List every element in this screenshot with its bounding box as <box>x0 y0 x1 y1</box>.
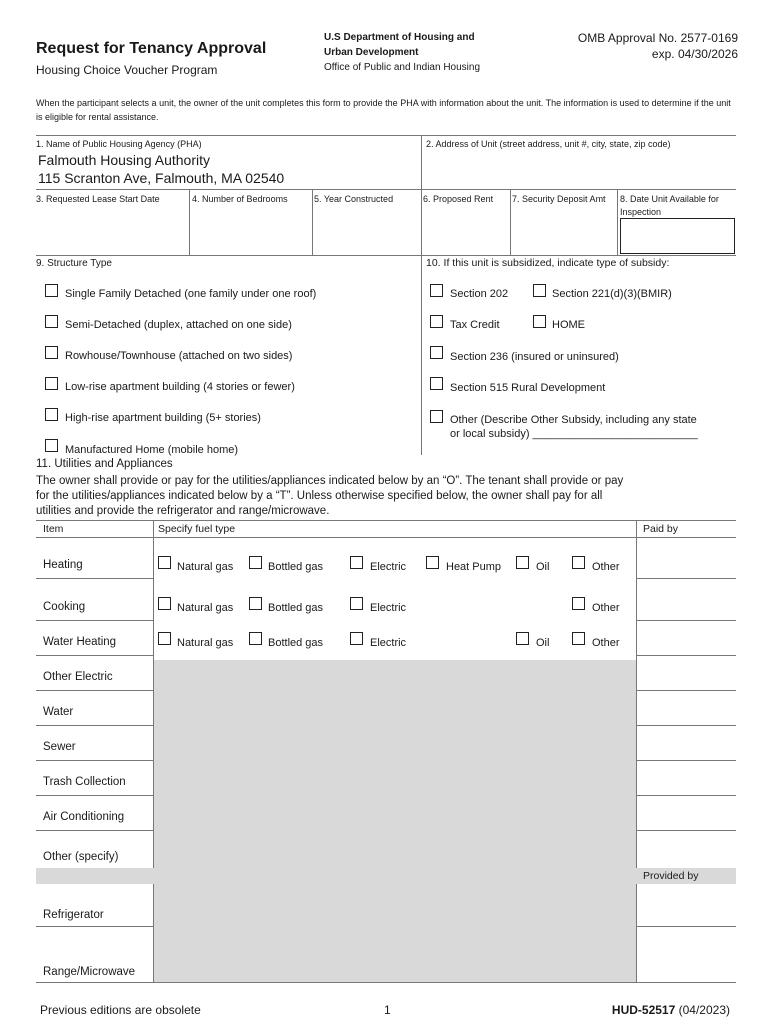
row-label-trash: Trash Collection <box>43 776 126 788</box>
divider <box>36 982 736 983</box>
structure-option: High-rise apartment building (5+ stories) <box>65 412 261 424</box>
field-label: Address of Unit (street address, unit #, city, state, zip code) <box>435 139 671 149</box>
field-number: 9. <box>36 258 45 269</box>
field-label: Date Unit Available for Inspection <box>620 194 719 217</box>
structure-checkbox-high-rise[interactable] <box>45 408 58 421</box>
proposed-rent-label <box>423 193 509 206</box>
fuel-label: Electric <box>370 602 407 614</box>
subsidy-checkbox-tax-credit[interactable] <box>430 315 443 328</box>
row-label-sewer: Sewer <box>43 741 76 753</box>
pha-address-value[interactable]: 115 Scranton Ave, Falmouth, MA 02540 <box>38 170 285 186</box>
omb-number: OMB Approval No. 2577-0169 <box>577 31 738 45</box>
column-header-paid-by: Paid by <box>643 523 679 535</box>
security-deposit-input[interactable] <box>512 222 616 252</box>
fuel-label: Oil <box>536 561 550 573</box>
fuel-label: Bottled gas <box>268 637 324 649</box>
fuel-label: Electric <box>370 561 407 573</box>
water-heating-natural-gas-checkbox[interactable] <box>158 632 171 645</box>
field-number: 10. <box>426 257 441 269</box>
structure-type-label <box>36 257 112 270</box>
heating-oil-checkbox[interactable] <box>516 556 529 569</box>
form-title: Request for Tenancy Approval <box>36 40 267 57</box>
water-heating-bottled-gas-checkbox[interactable] <box>249 632 262 645</box>
structure-option: Manufactured Home (mobile home) <box>65 444 239 456</box>
divider <box>421 135 422 255</box>
fuel-label: Other <box>592 602 620 614</box>
structure-checkbox-manufactured[interactable] <box>45 439 58 452</box>
shaded-area <box>154 884 636 982</box>
divider <box>637 578 736 579</box>
structure-checkbox-low-rise[interactable] <box>45 377 58 390</box>
field-number: 3. <box>36 194 44 204</box>
subsidy-checkbox-section-236[interactable] <box>430 346 443 359</box>
field-label: Security Deposit Amt <box>522 194 606 204</box>
divider <box>36 725 153 726</box>
fuel-label: Other <box>592 561 620 573</box>
subsidy-option: Section 221(d)(3)(BMIR) <box>552 288 672 300</box>
utilities-description: The owner shall provide or pay for the utilities/appliances indicated below by an “O”. The tenant shall provide or pay <box>36 475 624 487</box>
water-heating-electric-checkbox[interactable] <box>350 632 363 645</box>
form-code <box>612 1003 730 1017</box>
form-code-date: (04/2023) <box>678 1003 730 1017</box>
subsidy-checkbox-section-221[interactable] <box>533 284 546 297</box>
date-available-input[interactable] <box>620 218 735 254</box>
water-heating-other-checkbox[interactable] <box>572 632 585 645</box>
utilities-description: for the utilities/appliances indicated below by a “T”. Unless otherwise specified below, the owner shall pay for all <box>36 490 603 502</box>
divider <box>637 620 736 621</box>
field-label: Proposed Rent <box>433 194 494 204</box>
field-number: 8. <box>620 194 628 204</box>
fuel-label: Natural gas <box>177 637 234 649</box>
divider <box>36 135 736 136</box>
divider <box>36 830 153 831</box>
subsidy-option: HOME <box>552 319 585 331</box>
field-number: 7. <box>512 194 520 204</box>
agency-block <box>324 30 480 75</box>
lease-start-input[interactable] <box>38 222 186 252</box>
shaded-area <box>154 660 636 868</box>
divider <box>189 189 190 255</box>
field-number: 4. <box>192 194 200 204</box>
field-number: 1. <box>36 139 44 149</box>
heating-other-checkbox[interactable] <box>572 556 585 569</box>
row-label-water: Water <box>43 706 74 718</box>
field-label: Requested Lease Start Date <box>46 194 160 204</box>
structure-checkbox-single-family[interactable] <box>45 284 58 297</box>
pha-name-value[interactable]: Falmouth Housing Authority <box>38 152 210 168</box>
divider <box>636 520 637 982</box>
row-label-refrigerator: Refrigerator <box>43 909 104 921</box>
structure-checkbox-semi-detached[interactable] <box>45 315 58 328</box>
utilities-heading: 11. Utilities and Appliances <box>36 458 173 470</box>
subsidy-label <box>426 257 669 270</box>
field-number: 5. <box>314 194 322 204</box>
divider <box>36 926 153 927</box>
form-code-id: HUD-52517 <box>611 1003 676 1017</box>
fuel-label: Other <box>592 637 620 649</box>
structure-option: Semi-Detached (duplex, attached on one side) <box>65 319 292 331</box>
subsidy-checkbox-other[interactable] <box>430 410 443 423</box>
date-available-label <box>620 193 736 219</box>
fuel-label: Natural gas <box>177 561 234 573</box>
cooking-bottled-gas-checkbox[interactable] <box>249 597 262 610</box>
subsidy-option-continued[interactable]: or local subsidy) ___________________________ <box>450 428 698 440</box>
divider <box>36 578 153 579</box>
divider <box>36 655 153 656</box>
unit-address-input[interactable] <box>424 152 734 186</box>
heating-natural-gas-checkbox[interactable] <box>158 556 171 569</box>
divider <box>36 255 736 256</box>
structure-option: Single Family Detached (one family under one roof) <box>65 288 317 300</box>
omb-block <box>578 30 738 62</box>
agency-line1: U.S Department of Housing and <box>324 32 475 43</box>
field-number: 6. <box>423 194 431 204</box>
divider <box>617 189 618 255</box>
divider <box>36 189 421 190</box>
divider <box>637 655 736 656</box>
divider <box>36 690 153 691</box>
page-number: 1 <box>384 1003 391 1017</box>
heating-bottled-gas-checkbox[interactable] <box>249 556 262 569</box>
year-constructed-input[interactable] <box>314 210 419 252</box>
fuel-label: Bottled gas <box>268 602 324 614</box>
field-number: 2. <box>426 139 434 149</box>
utilities-description: utilities and provide the refrigerator and range/microwave. <box>36 505 330 517</box>
fuel-label: Electric <box>370 637 407 649</box>
divider <box>637 725 736 726</box>
water-heating-oil-checkbox[interactable] <box>516 632 529 645</box>
proposed-rent-input[interactable] <box>423 210 509 252</box>
security-deposit-label <box>512 193 616 206</box>
subsidy-option: Section 236 (insured or uninsured) <box>450 351 619 363</box>
column-header-fuel: Specify fuel type <box>158 523 236 535</box>
row-label-cooking: Cooking <box>43 601 86 613</box>
field-label: Year Constructed <box>323 194 394 204</box>
divider <box>36 537 736 538</box>
divider <box>421 189 736 190</box>
divider <box>36 620 153 621</box>
agency-line2: Urban Development <box>324 47 419 58</box>
bedrooms-label <box>192 193 310 206</box>
bedrooms-input[interactable] <box>192 210 310 252</box>
column-header-provided-by: Provided by <box>643 870 699 882</box>
divider <box>36 760 153 761</box>
fuel-label: Heat Pump <box>446 561 502 573</box>
subsidy-checkbox-home[interactable] <box>533 315 546 328</box>
divider <box>637 926 736 927</box>
row-label-range-microwave: Range/Microwave <box>43 966 136 978</box>
divider <box>510 189 511 255</box>
cooking-electric-checkbox[interactable] <box>350 597 363 610</box>
cooking-natural-gas-checkbox[interactable] <box>158 597 171 610</box>
divider <box>637 795 736 796</box>
omb-expiry: exp. 04/30/2026 <box>651 47 738 61</box>
heating-heat-pump-checkbox[interactable] <box>426 556 439 569</box>
year-constructed-label <box>314 193 420 206</box>
subsidy-option: Tax Credit <box>450 319 500 331</box>
row-label-water-heating: Water Heating <box>43 636 117 648</box>
row-label-other-electric: Other Electric <box>43 671 113 683</box>
form-subtitle: Housing Choice Voucher Program <box>36 63 218 77</box>
pha-label <box>36 138 202 151</box>
unit-address-label <box>426 138 736 151</box>
divider <box>637 830 736 831</box>
field-label: Structure Type <box>47 258 112 269</box>
row-label-air-conditioning: Air Conditioning <box>43 811 125 823</box>
lease-start-label <box>36 193 186 206</box>
field-label: Name of Public Housing Agency (PHA) <box>46 139 202 149</box>
divider <box>36 520 736 521</box>
footer-obsolete-note: Previous editions are obsolete <box>40 1003 201 1017</box>
fuel-label: Bottled gas <box>268 561 324 573</box>
heating-electric-checkbox[interactable] <box>350 556 363 569</box>
divider <box>637 690 736 691</box>
divider <box>637 760 736 761</box>
agency-office: Office of Public and Indian Housing <box>324 62 481 73</box>
intro-text: When the participant selects a unit, the owner of the unit completes this form to provide the PHA with information about the unit. The information is used to determine if the unit is eligible for rental assistance. <box>36 98 731 122</box>
divider <box>36 795 153 796</box>
subsidy-option: Section 515 Rural Development <box>450 382 606 394</box>
structure-checkbox-rowhouse[interactable] <box>45 346 58 359</box>
field-label: Number of Bedrooms <box>202 194 288 204</box>
subsidy-checkbox-section-202[interactable] <box>430 284 443 297</box>
subsidy-option: Other (Describe Other Subsidy, including any state <box>450 414 697 426</box>
row-label-other-specify: Other (specify) <box>43 851 119 863</box>
structure-option: Rowhouse/Townhouse (attached on two sides) <box>65 350 293 362</box>
column-header-item: Item <box>43 523 64 535</box>
subsidy-checkbox-section-515[interactable] <box>430 377 443 390</box>
fuel-label: Natural gas <box>177 602 234 614</box>
divider <box>421 255 422 455</box>
shaded-band <box>36 868 736 884</box>
cooking-other-checkbox[interactable] <box>572 597 585 610</box>
subsidy-option: Section 202 <box>450 288 509 300</box>
field-label: If this unit is subsidized, indicate type of subsidy: <box>443 257 670 269</box>
fuel-label: Oil <box>536 637 550 649</box>
divider <box>312 189 313 255</box>
row-label-heating: Heating <box>43 559 83 571</box>
structure-option: Low-rise apartment building (4 stories or fewer) <box>65 381 295 393</box>
